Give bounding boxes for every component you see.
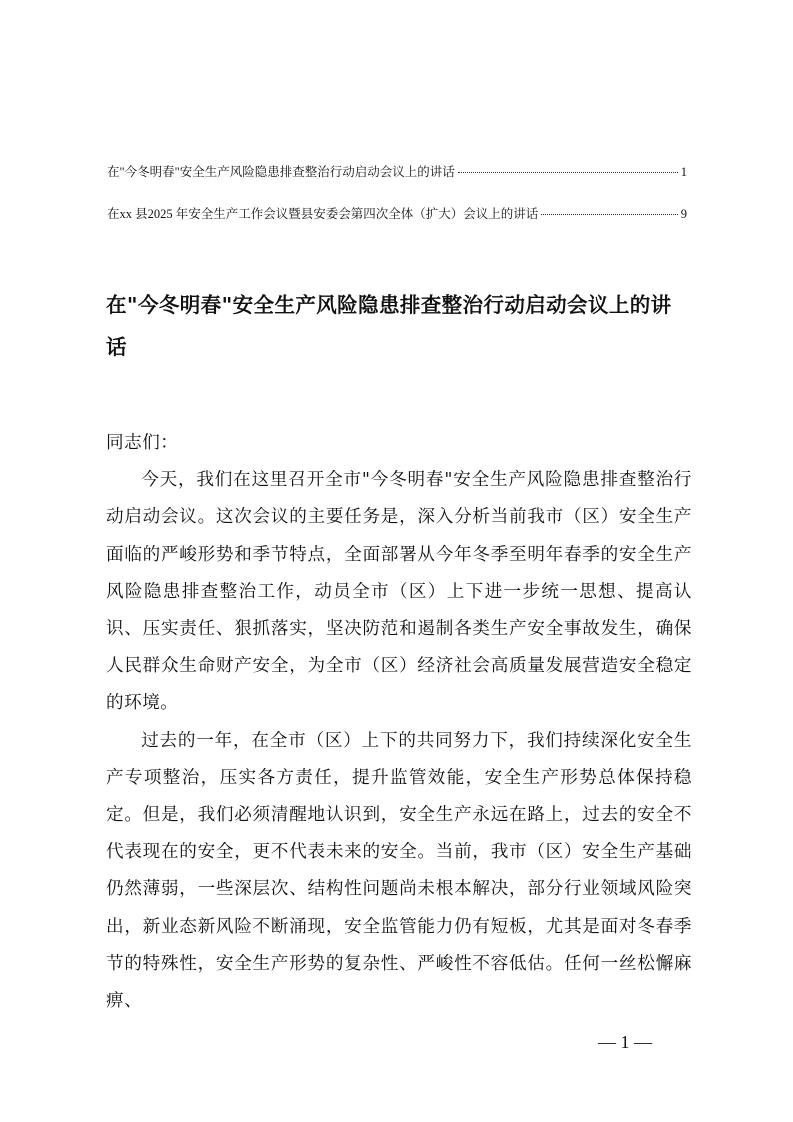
toc-dot-leader bbox=[541, 214, 677, 215]
toc-entry-page: 1 bbox=[680, 165, 687, 179]
body-paragraph: 过去的一年，在全市（区）上下的共同努力下，我们持续深化安全生产专项整治，压实各方责任，提升监管效能，安全生产形势总体保持稳定。但是，我们必须清醒地认识到，安全生产永远在路上，过去的安全不代表现在的安全，更不代表未来的安全。当前，我市（区）安全生产基础仍然薄弱，一些深层次、结构性问题尚未根本解决，部分行业领域风险突出，新业态新风险不断涌现，安全监管能力仍有短板，尤其是面对冬春季节的特殊性，安全生产形势的复杂性、严峻性不容低估。任何一丝松懈麻痹、 bbox=[106, 730, 692, 1012]
toc-dot-leader bbox=[458, 172, 678, 173]
salutation: 同志们： bbox=[106, 433, 179, 453]
body-paragraph: 今天，我们在这里召开全市"今冬明春"安全生产风险隐患排查整治行动启动会议。这次会议的主要任务是，深入分析当前我市（区）安全生产面临的严峻形势和季节特点，全面部署从今年冬季至明年春季的安全生产风险隐患排查整治工作，动员全市（区）上下进一步统一思想、提高认识、压实责任、狠抓落实，坚决防范和遏制各类生产安全事故发生，确保人民群众生命财产安全，为全市（区）经济社会高质量发展营造安全稳定的环境。 bbox=[106, 470, 692, 714]
document-body bbox=[106, 425, 692, 1020]
toc-entry-title: 在"今冬明春"安全生产风险隐患排查整治行动启动会议上的讲话 bbox=[107, 165, 455, 179]
toc-entry-page: 9 bbox=[680, 207, 687, 221]
document-title: 在"今冬明春"安全生产风险隐患排查整治行动启动会议上的讲话 bbox=[106, 293, 672, 359]
page-number: — 1 — bbox=[598, 1032, 652, 1052]
toc-entry[interactable] bbox=[107, 164, 687, 180]
toc-entry[interactable] bbox=[107, 206, 687, 222]
toc-entry-title: 在xx 县2025 年安全生产工作会议暨县安委会第四次全体（扩大）会议上的讲话 bbox=[107, 207, 539, 221]
